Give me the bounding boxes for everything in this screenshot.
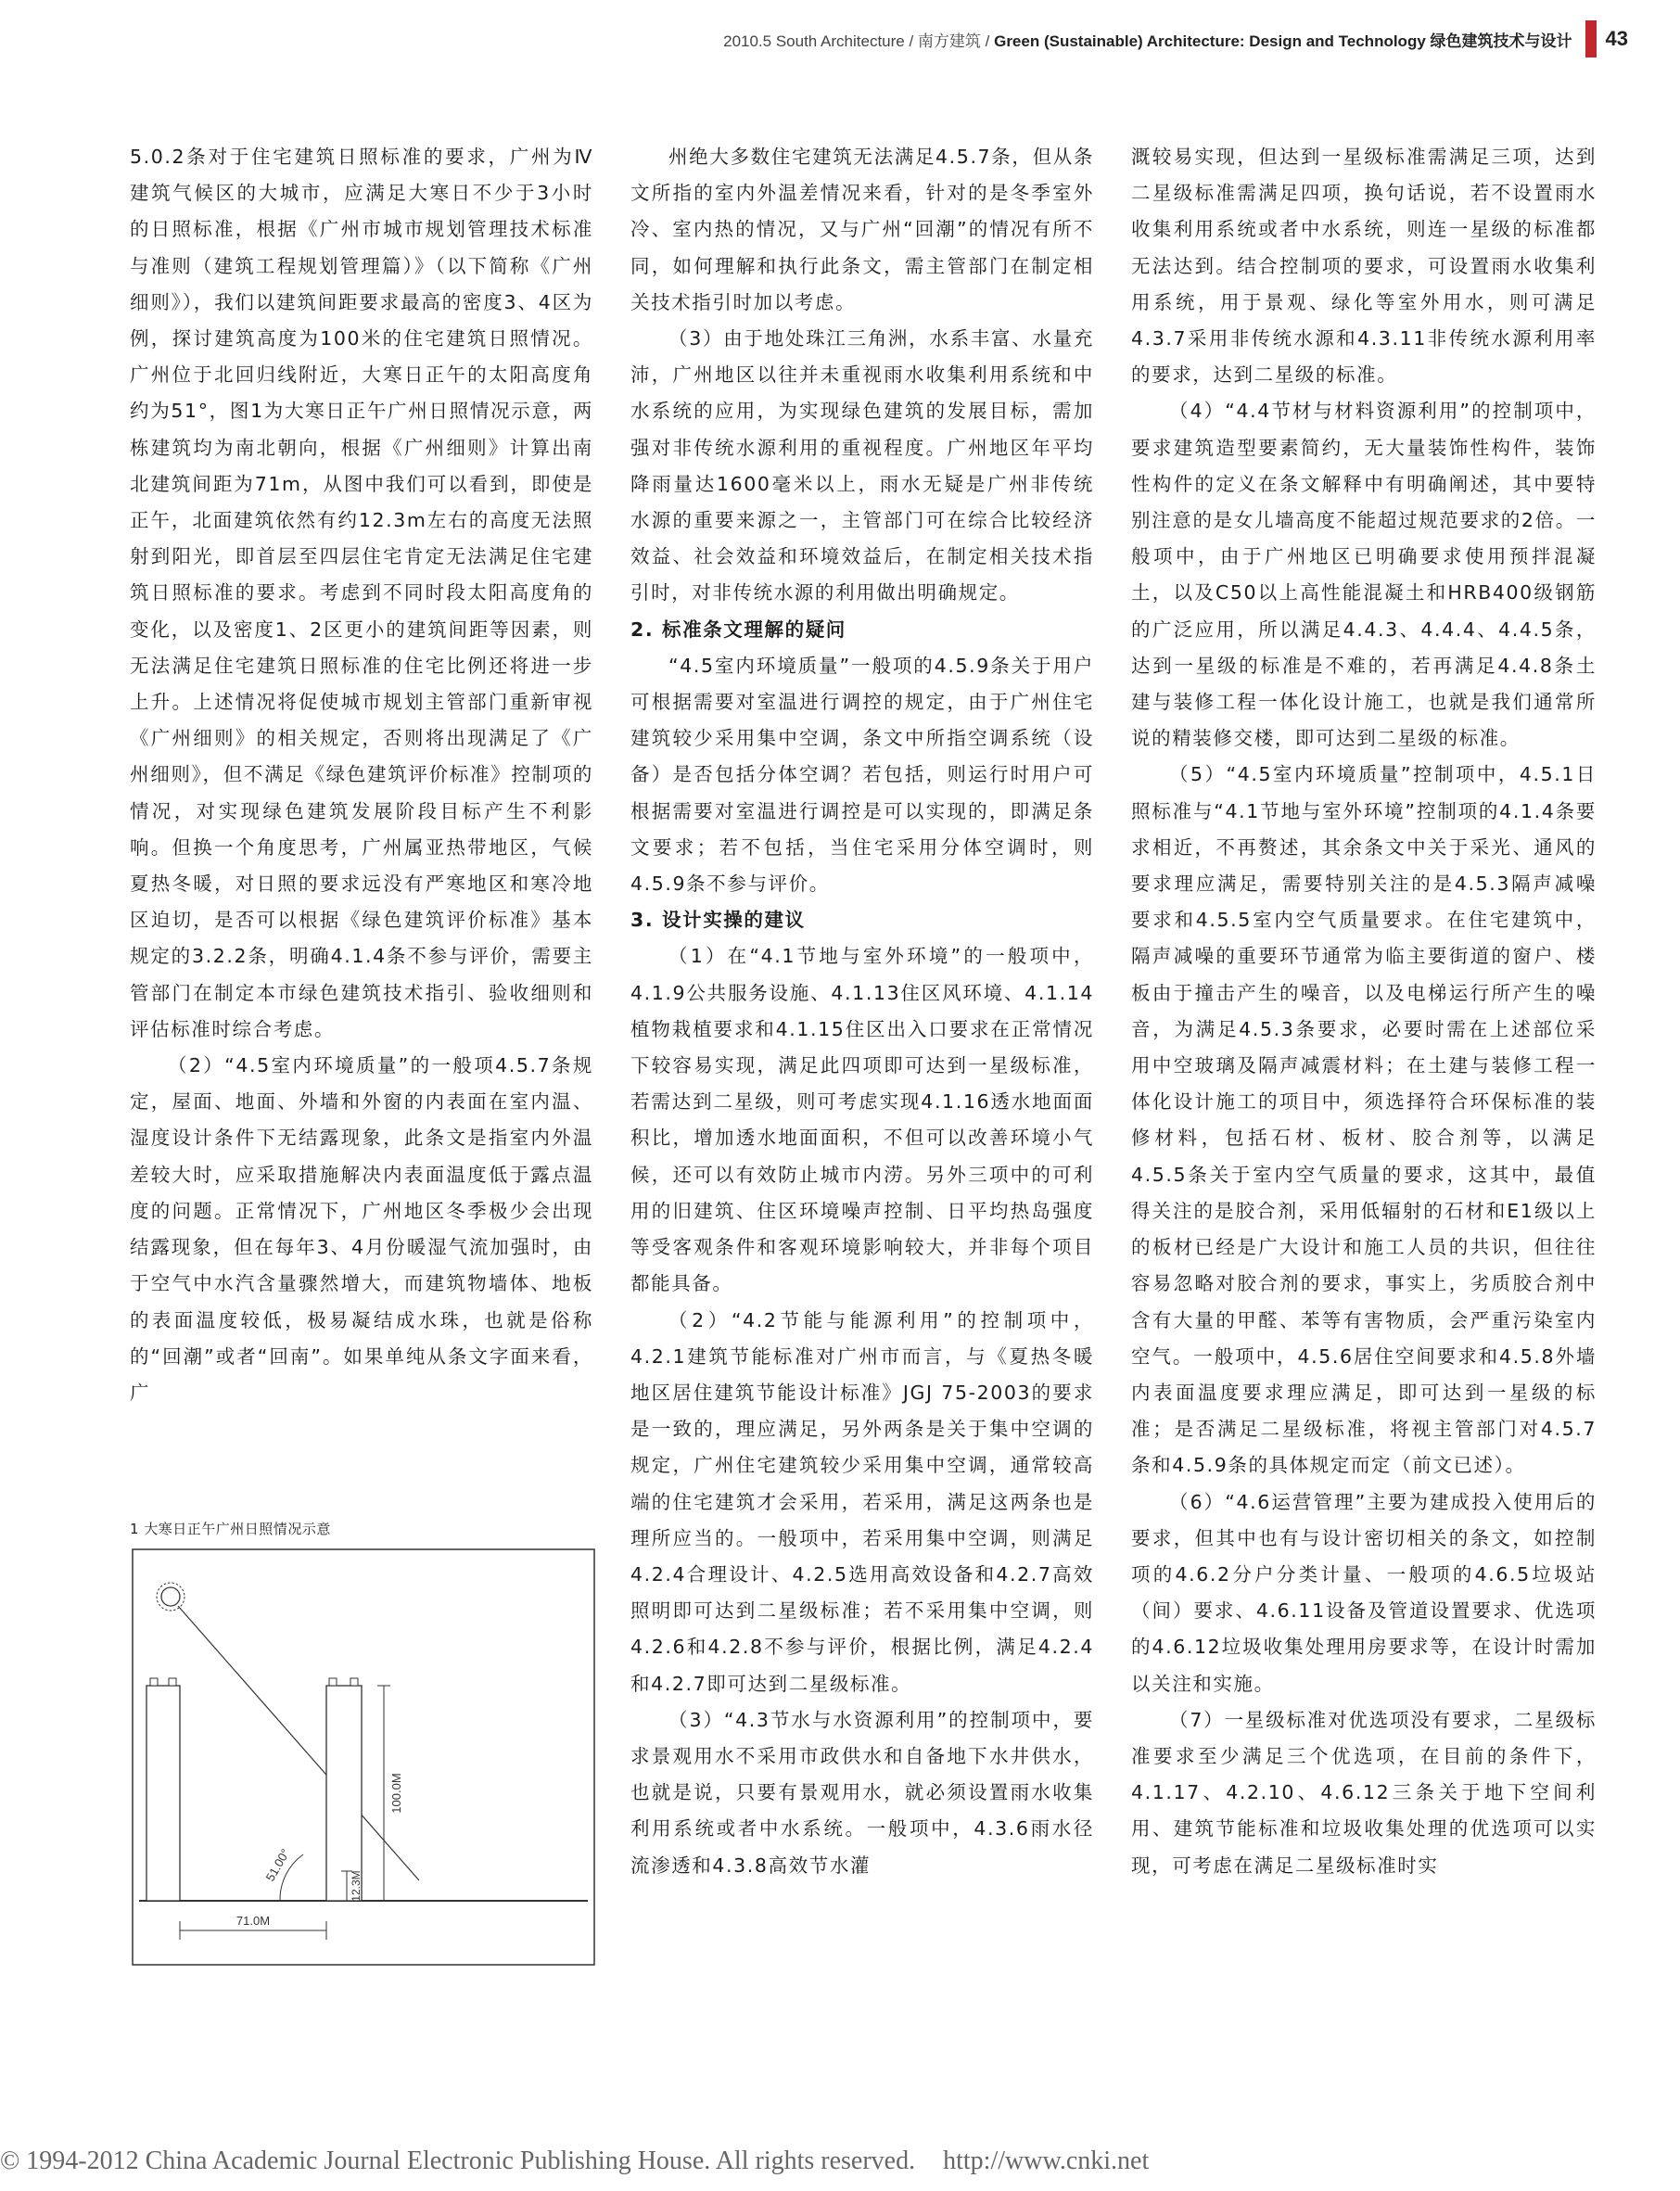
sunlight-diagram	[132, 1548, 595, 1966]
copyright-text: © 1994-2012 China Academic Journal Electronic Publishing House. All rights reserved.	[0, 2146, 916, 2175]
height-dimension	[377, 1686, 390, 1901]
running-title-plain: 2010.5 South Architecture / 南方建筑 /	[723, 32, 995, 50]
text-column-2	[630, 139, 1094, 1884]
paragraph: 5.0.2条对于住宅建筑日照标准的要求，广州为Ⅳ建筑气候区的大城市，应满足大寒日不少于3小时的日照标准，根据《广州市城市规划管理技术标准与准则（建筑工程规划管理篇）》（以下简称《广州细则》），我们以建筑间距要求最高的密度3、4区为例，探讨建筑高度为100米的住宅建筑日照情况。广州位于北回归线附近，大寒日正午的太阳高度角约为51°，图1为大寒日正午广州日照情况示意，两栋建筑均为南北朝向，根据《广州细则》计算出南北建筑间距为71m，从图中我们可以看到，即使是正午，北面建筑依然有约12.3m左右的高度无法照射到阳光，即首层至四层住宅肯定无法满足住宅建筑日照标准的要求。考虑到不同时段太阳高度角的变化，以及密度1、2区更小的建筑间距等因素，则无法满足住宅建筑日照标准的住宅比例还将进一步上升。上述情况将促使城市规划主管部门重新审视《广州细则》的相关规定，否则将出现满足了《广州细则》，但不满足《绿色建筑评价标准》控制项的情况，对实现绿色建筑发展阶段目标产生不利影响。但换一个角度思考，广州属亚热带地区，气候夏热冬暖，对日照的要求远没有严寒地区和寒冷地区迫切，是否可以根据《绿色建筑评价标准》基本规定的3.2.2条，明确4.1.4条不参与评价，需要主管部门在制定本市绿色建筑技术指引、验收细则和评估标准时综合考虑。	[130, 146, 593, 1040]
text-column-1	[130, 139, 593, 1411]
footer	[0, 2146, 1149, 2176]
south-building	[146, 1678, 180, 1901]
paragraph: 州绝大多数住宅建筑无法满足4.5.7条，但从条文所指的室内外温差情况来看，针对的是冬季室外冷、室内热的情况，又与广州“回潮”的情况有所不同，如何理解和执行此条文，需主管部门在制定相关技术指引时加以考虑。	[630, 146, 1094, 313]
sun-ray	[178, 1606, 419, 1880]
paragraph: “4.5室内环境质量”一般项的4.5.9条关于用户可根据需要对室温进行调控的规定，由于广州住宅建筑较少采用集中空调，条文中所指空调系统（设备）是否包括分体空调？若包括，则运行时用户可根据需要对室温进行调控是可以实现的，即满足条文要求；若不包括，当住宅采用分体空调时，则4.5.9条不参与评价。	[630, 654, 1094, 896]
paragraph: （2）“4.5室内环境质量”的一般项4.5.7条规定，屋面、地面、外墙和外窗的内表面在室内温、湿度设计条件下无结露现象，此条文是指室内外温差较大时，应采取措施解决内表面温度低于露点温度的问题。正常情况下，广州地区冬季极少会出现结露现象，但在每年3、4月份暖湿气流加强时，由于空气中水汽含量骤然增大，而建筑物墙体、地板的表面温度较低，极易凝结成水珠，也就是俗称的“回潮”或者“回南”。如果单纯从条文字面来看，广	[130, 1054, 593, 1404]
paragraph: （1）在“4.1节地与室外环境”的一般项中，4.1.9公共服务设施、4.1.13住区风环境、4.1.14植物栽植要求和4.1.15住区出入口要求在正常情况下较容易实现，满足此四项即可达到一星级标准，若需达到二星级，则可考虑实现4.1.16透水地面面积比，增加透水地面面积，不但可以改善环境小气候，还可以有效防止城市内涝。另外三项中的可利用的旧建筑、住区环境噪声控制、日平均热岛强度等受客观条件和客观环境影响较大，并非每个项目都能具备。	[630, 945, 1094, 1295]
north-building	[326, 1678, 362, 1901]
accent-bar	[1585, 20, 1597, 57]
page-number: 43	[1605, 27, 1628, 50]
paragraph: （2）“4.2节能与能源利用”的控制项中，4.2.1建筑节能标准对广州市而言，与《夏热冬暖地区居住建筑节能设计标准》JGJ 75-2003的要求是一致的，理应满足，另外两条是关于集中空调的规定，广州住宅建筑较少采用集中空调，通常较高端的住宅建筑才会采用，若采用，满足这两条也是理所应当的。一般项中，若采用集中空调，则满足4.2.4合理设计、4.2.5选用高效设备和4.2.7高效照明即可达到二星级标准；若不采用集中空调，则4.2.6和4.2.8不参与评价，根据比例，满足4.2.4和4.2.7即可达到二星级标准。	[630, 1308, 1094, 1695]
paragraph: （3）由于地处珠江三角洲，水系丰富、水量充沛，广州地区以往并未重视雨水收集利用系统和中水系统的应用，为实现绿色建筑的发展目标，需加强对非传统水源利用的重视程度。广州地区年平均降雨量达1600毫米以上，雨水无疑是广州非传统水源的重要来源之一，主管部门可在综合比较经济效益、社会效益和环境效益后，在制定相关技术指引时，对非传统水源的利用做出明确规定。	[630, 327, 1094, 605]
section-heading: 3. 设计实操的建议	[630, 909, 806, 932]
paragraph: （7）一星级标准对优选项没有要求，二星级标准要求至少满足三个优选项，在目前的条件下，4.1.17、4.2.10、4.6.12三条关于地下空间利用、建筑节能标准和垃圾收集处理的优选项可以实现，可考虑在满足二星级标准时实	[1131, 1708, 1597, 1877]
running-header	[723, 20, 1628, 57]
paragraph: （6）“4.6运营管理”主要为建成投入使用后的要求，但其中也有与设计密切相关的条文，如控制项的4.6.2分户分类计量、一般项的4.6.5垃圾站（间）要求、4.6.11设备及管道设置要求、优选项的4.6.12垃圾收集处理用房要求等，在设计时需加以关注和实施。	[1131, 1490, 1597, 1695]
angle-label: 51.00°	[262, 1846, 293, 1884]
paragraph: 溉较易实现，但达到一星级标准需满足三项，达到二星级标准需满足四项，换句话说，若不设置雨水收集利用系统或者中水系统，则连一星级的标准都无法达到。结合控制项的要求，可设置雨水收集利用系统，用于景观、绿化等室外用水，则可满足4.3.7采用非传统水源和4.3.11非传统水源利用率的要求，达到二星级的标准。	[1131, 146, 1597, 387]
running-title-bold: Green (Sustainable) Architecture: Design and Technology 绿色建筑技术与设计	[994, 32, 1572, 50]
sun-icon	[157, 1583, 185, 1611]
shadow-label: 12.3M	[350, 1870, 363, 1902]
figure-frame	[133, 1549, 594, 1965]
section-heading: 2. 标准条文理解的疑问	[630, 618, 846, 641]
paragraph: （4）“4.4节材与材料资源利用”的控制项中，要求建筑造型要素简约，无大量装饰性构件，装饰性构件的定义在条文解释中有明确阐述，其中要特别注意的是女儿墙高度不能超过规范要求的2倍。一般项中，由于广州地区已明确要求使用预拌混凝土，以及C50以上高性能混凝土和HRB400级钢筋的广泛应用，所以满足4.4.3、4.4.4、4.4.5条，达到一星级的标准是不难的，若再满足4.4.8条土建与装修工程一体化设计施工，也就是我们通常所说的精装修交楼，即可达到二星级的标准。	[1131, 400, 1597, 750]
footer-url: http://www.cnki.net	[943, 2146, 1150, 2175]
paragraph: （3）“4.3节水与水资源利用”的控制项中，要求景观用水不采用市政供水和自备地下水井供水，也就是说，只要有景观用水，就必须设置雨水收集利用系统或者中水系统。一般项中，4.3.6雨水径流渗透和4.3.8高效节水灌	[630, 1708, 1094, 1877]
text-column-3	[1131, 139, 1597, 1884]
paragraph: （5）“4.5室内环境质量”控制项中，4.5.1日照标准与“4.1节地与室外环境”控制项的4.1.4条要求相近，不再赘述，其余条文中关于采光、通风的要求理应满足，需要特别关注的是4.5.3隔声减噪要求和4.5.5室内空气质量要求。在住宅建筑中，隔声减噪的重要环节通常为临主要街道的窗户、楼板由于撞击产生的噪音，以及电梯运行所产生的噪音，为满足4.5.3条要求，必要时需在上述部位采用中空玻璃及隔声减震材料；在土建与装修工程一体化设计施工的项目中，须选择符合环保标准的装修材料，包括石材、板材、胶合剂等，以满足4.5.5条关于室内空气质量的要求，这其中，最值得关注的是胶合剂，采用低辐射的石材和E1级以上的板材已经是广大设计和施工人员的共识，但往往容易忽略对胶合剂的要求，事实上，劣质胶合剂中含有大量的甲醛、苯等有害物质，会严重污染室内空气。一般项中，4.5.6居住空间要求和4.5.8外墙内表面温度要求理应满足，即可达到一星级的标准；是否满足二星级标准，将视主管部门对4.5.7条和4.5.9条的具体规定而定（前文已述）。	[1131, 763, 1597, 1477]
height-label: 100.0M	[389, 1773, 403, 1814]
spacing-label: 71.0M	[235, 1914, 271, 1928]
running-title	[723, 28, 1572, 51]
figure-caption: 1 大寒日正午广州日照情况示意	[130, 1521, 331, 1537]
